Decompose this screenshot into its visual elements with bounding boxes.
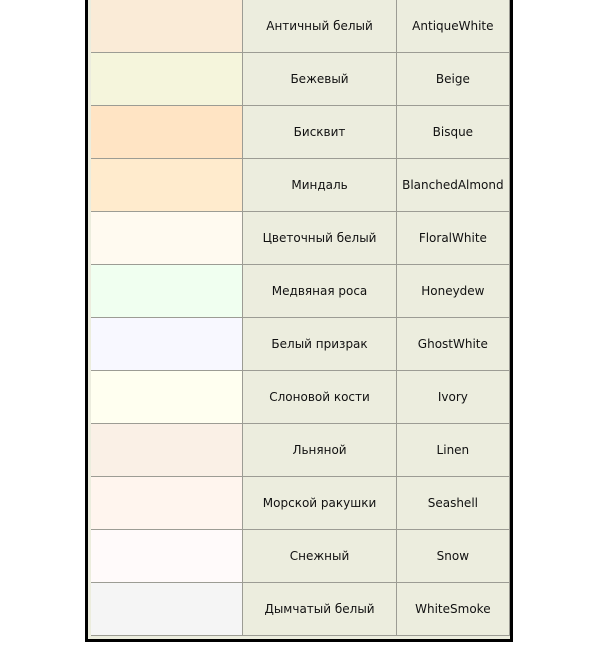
color-swatch	[91, 159, 243, 212]
color-name-en: GhostWhite	[396, 318, 509, 371]
color-name-ru: Дымчатый белый	[243, 583, 396, 636]
color-swatch	[91, 265, 243, 318]
color-name-ru: Бисквит	[243, 106, 396, 159]
color-swatch-fill	[91, 583, 242, 635]
color-name-en: Beige	[396, 53, 509, 106]
color-name-ru: Античный белый	[243, 0, 396, 53]
color-swatch-fill	[91, 318, 242, 370]
color-name-en: Bisque	[396, 106, 509, 159]
color-name-ru: Льняной	[243, 424, 396, 477]
color-row	[91, 106, 510, 159]
color-swatch	[91, 212, 243, 265]
color-row	[91, 159, 510, 212]
color-name-en: Seashell	[396, 477, 509, 530]
color-row	[91, 583, 510, 636]
color-swatch-fill	[91, 0, 242, 52]
color-swatch-fill	[91, 530, 242, 582]
color-swatch-fill	[91, 212, 242, 264]
color-name-en: AntiqueWhite	[396, 0, 509, 53]
color-name-en: Snow	[396, 530, 509, 583]
color-name-en: FloralWhite	[396, 212, 509, 265]
color-name-ru: Морской ракушки	[243, 477, 396, 530]
color-swatch	[91, 583, 243, 636]
color-name-en: BlanchedAlmond	[396, 159, 509, 212]
color-name-en: WhiteSmoke	[396, 583, 509, 636]
color-name-ru: Цветочный белый	[243, 212, 396, 265]
color-row	[91, 265, 510, 318]
color-name-ru: Медвяная роса	[243, 265, 396, 318]
color-row	[91, 318, 510, 371]
color-swatch-fill	[91, 371, 242, 423]
color-name-ru: Белый призрак	[243, 318, 396, 371]
color-row	[91, 424, 510, 477]
color-row	[91, 371, 510, 424]
color-swatch	[91, 106, 243, 159]
color-swatch	[91, 530, 243, 583]
color-table	[91, 0, 510, 636]
color-row	[91, 53, 510, 106]
color-swatch-fill	[91, 265, 242, 317]
color-swatch-fill	[91, 53, 242, 105]
color-table-frame	[85, 0, 513, 642]
color-swatch	[91, 0, 243, 53]
color-table-body	[91, 0, 510, 636]
color-row	[91, 0, 510, 53]
color-row	[91, 530, 510, 583]
color-name-en: Honeydew	[396, 265, 509, 318]
color-name-ru: Бежевый	[243, 53, 396, 106]
color-swatch	[91, 318, 243, 371]
color-name-ru: Миндаль	[243, 159, 396, 212]
color-swatch	[91, 371, 243, 424]
color-name-ru: Слоновой кости	[243, 371, 396, 424]
color-swatch-fill	[91, 159, 242, 211]
color-swatch-fill	[91, 477, 242, 529]
color-swatch	[91, 53, 243, 106]
color-name-en: Ivory	[396, 371, 509, 424]
color-swatch	[91, 477, 243, 530]
color-row	[91, 212, 510, 265]
color-row	[91, 477, 510, 530]
color-swatch	[91, 424, 243, 477]
color-swatch-fill	[91, 106, 242, 158]
color-name-ru: Снежный	[243, 530, 396, 583]
color-name-en: Linen	[396, 424, 509, 477]
color-swatch-fill	[91, 424, 242, 476]
